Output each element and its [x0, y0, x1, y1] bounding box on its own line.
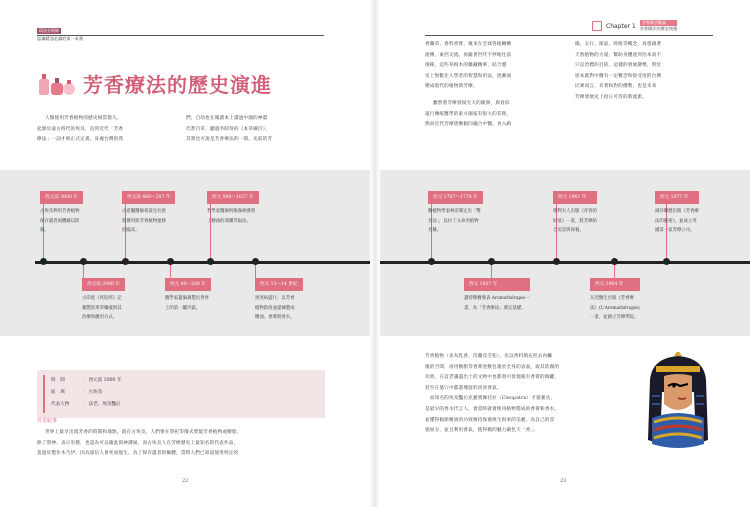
far-right-intro-line: 民眾而言，有著和對的優勢，也是未來 [575, 84, 657, 90]
timeline-text: 哲學家醫師阿維森納發明 [207, 209, 256, 214]
right-bottom-line: 是最早的香水代言人，會當時就會使用植物製成的香膏和香水， [425, 406, 560, 412]
right-bottom-line: 貌加分，並且利用香氣，使得她的魅力錦色天「香」。 [425, 428, 538, 434]
right-intro-line: 推移，這些草根木的藥藏精華，結合歷 [425, 63, 507, 69]
info-row: 區 域 ｜ 古埃及 [51, 387, 122, 399]
timeline-dot [611, 258, 618, 265]
timeline-text: 上的第一罐冷霜。 [165, 305, 201, 311]
section-title-group [37, 69, 272, 98]
timeline-text: 法的藝術》，並成立英 [655, 218, 697, 224]
timeline-dot [40, 258, 47, 265]
timeline-text: 滴莎蘭德出版《芳香療 [655, 209, 699, 214]
timeline-label: 西元前 460～287 年 [122, 191, 175, 204]
left-header [37, 17, 83, 42]
mid-intro-line: 們，自幼也在閱讀本上讀過中國的神農 [186, 116, 268, 121]
info-row: 時 間 ｜ 西元前 3000 年 [51, 375, 122, 387]
timeline-text: 名法」，以拉丁文命名植物 [428, 218, 479, 224]
left-intro-line: 療法」一詞才被正式定義。身處台灣的我 [37, 137, 124, 143]
timeline-text: 蓋特佛賽發表 Aromathérapie一 [464, 296, 530, 301]
timeline-entry-bottom [82, 278, 125, 323]
timeline-text: 了精油的蒸餾萃取法。 [207, 218, 251, 224]
right-bottom-line: 甚至在墓穴中都還殘留的淡淡香氣。 [425, 385, 502, 391]
page-number-left: 22 [182, 478, 189, 484]
info-value: 法老、埃及豔后 [88, 402, 121, 407]
right-intro-line: 變成現代的植物與芳療。 [425, 84, 478, 90]
info-box [37, 370, 325, 418]
timeline-entry-bottom [165, 278, 211, 313]
timeline-entry-top [655, 191, 699, 236]
timeline-text: 載豐富果草藥液與其 [82, 305, 122, 311]
right-header [592, 20, 677, 32]
timeline-text: 治療和應用方式。 [82, 315, 118, 320]
timeline-text: 古希臘醫師希波克拉底 [122, 209, 166, 214]
timeline-entry-bottom [464, 278, 530, 313]
timeline-entry-top [428, 191, 483, 236]
timeline-text: 法》(L'Aromathérapie) [590, 305, 640, 311]
info-box-bar [43, 375, 45, 413]
right-bottom-line: 後的空間，再用樹脂等香膏塗敷包裹於全身的表面，取其防腐的 [425, 364, 560, 370]
timeline-label: 西元 1961 年 [553, 191, 597, 204]
timeline-text: 黑死病盛行，以芳香 [255, 296, 295, 301]
timeline-text: 摩利夫人出版《青春的 [553, 209, 597, 214]
timeline-dot [80, 258, 87, 265]
page-number-right: 23 [560, 478, 567, 484]
far-right-intro-line: 原本就對中醫有一定概念和接受度的台灣 [575, 73, 662, 79]
right-intro-line: 遠行傳統醫學的東方國家有很大的差距， [425, 111, 512, 117]
timeline-text: 書，為「芳香療法」奠定基礎。 [464, 305, 526, 311]
chapter-label: Chapter 1 [606, 22, 636, 30]
left-header-tag: 精油芳療師 [39, 28, 59, 33]
mid-intro-line: 氏嘗百草、聽過李時珍的《本草綱目》， [186, 126, 270, 132]
timeline-entry-bottom [255, 278, 303, 323]
timeline-label: 西元前 3000 年 [40, 191, 83, 204]
timeline-entry-bottom [590, 278, 640, 323]
timeline-label: 西元 13～14 世紀 [255, 278, 303, 291]
timeline-label: 西元 40～200 年 [165, 278, 211, 291]
far-right-intro-line: 陽、五行、節氣、經絡等概念，再憑藉著 [575, 42, 662, 47]
timeline-text: 腐。 [40, 228, 49, 233]
info-key: 代表人物 [51, 402, 70, 407]
timeline-label: 西元 1937 年 [464, 278, 530, 291]
far-right-intro-line: 天然植物的力量，幫助身體達到治本而不 [575, 52, 662, 58]
right-bottom-text [425, 352, 635, 437]
left-intro-line: 起源於遠古時代的埃及，直到近代「芳香 [37, 126, 124, 132]
right-bottom-line: 芳香植物（多為乳香、沒藥及雪松），先以香料填充控去內臟 [425, 354, 553, 359]
left-bottom-line: 世界上最早出現芳香的時期和地點，就在古埃及。人們會在祭祀等儀式焚燒芳香植物或樹脂， [45, 430, 242, 435]
timeline-entry-top [207, 191, 259, 226]
info-row: 代表人物 ｜ 法老、埃及豔后 [51, 399, 122, 411]
perfume-bottles-icon [37, 71, 77, 97]
left-bottom-line: 除了祭神、表示崇敬，也認為可以藉此與神溝通。而古埃及人在芳療歷史上最知名的代表作品， [37, 440, 239, 446]
timeline-dot [167, 258, 174, 265]
info-value: 古埃及 [88, 390, 103, 395]
timeline-entry-top [553, 191, 597, 236]
timeline-dot [207, 258, 214, 265]
timeline-text: 合美容與保養。 [553, 228, 584, 233]
right-intro-line: 史上無數先人學者的智慧和用法，逐漸演 [425, 73, 512, 79]
timeline-axis [35, 261, 750, 264]
right-bottom-line: 而知名的埃及豔后克麗奧佩托拉（Cleopatra）才貌兼具， [425, 396, 556, 402]
right-header-subtitle: 芳香療法的歷史演進 [639, 26, 678, 31]
right-bottom-line: 功效，在這老讓盡出土的文物中也都發可發現販有香膏的陶罐， [425, 375, 560, 381]
far-right-intro [575, 40, 715, 104]
timeline-text: 國第一家芳療公司。 [655, 228, 695, 233]
timeline-label: 西元 980～1037 年 [207, 191, 259, 204]
right-intro-line: 雖然將芳療發揚光大的歐洲，與看似 [433, 100, 510, 106]
fragrance-heading: 芳香紀事 [37, 418, 58, 424]
right-intro-line: 香藥草、香料香膏，後來在全球各地輾轉 [425, 42, 512, 47]
right-header-rule [425, 35, 713, 36]
timeline-text: 植物防疫並提煉製成 [255, 305, 295, 311]
timeline-text: 古印度《吠陀經》記 [82, 296, 122, 301]
right-bottom-line: 並懂得傾節精油的功效維持保養與生俱來的美麗，為自己的容 [425, 417, 555, 423]
timeline-text: 於臨床。 [122, 228, 140, 233]
timeline-dot [252, 258, 259, 265]
left-bottom-text [37, 428, 327, 460]
info-key: 區 域 [51, 390, 65, 395]
egyptian-queen-illustration [638, 352, 716, 462]
timeline-text: 瓦涅醫生出版《芳香療 [590, 296, 634, 301]
left-header-subtitle: 認識精油必讀的第一本書 [37, 36, 84, 41]
timeline-dot [553, 258, 560, 265]
page-gutter [370, 0, 380, 507]
right-intro-line: 流傳，東西交流。再隨著世代不停地往前 [425, 52, 512, 58]
right-header-tag: 芳香療法概論 [640, 20, 678, 26]
timeline-dot [428, 258, 435, 265]
info-value: 西元前 3000 年 [88, 378, 122, 383]
timeline-text: 動植物學家林奈制定出「雙 [428, 209, 481, 214]
timeline-text: 古埃及利用芳香植物 [40, 209, 80, 214]
chapter-icon [592, 21, 602, 31]
timeline-text: 將薰用與芳香植物運務 [122, 218, 166, 224]
left-bottom-line: 莫過於製作木乃伊。因為深信人會死而復生，為了保存遺者的軀體，當時人們已知道使用特定的 [37, 451, 239, 457]
right-intro-line: 然而近代芳療逐漸傾向融合中醫、食入路 [425, 122, 512, 128]
section-title: 芳香療法的歷史演進 [83, 73, 272, 97]
timeline-text: 財富》一書，將芳療結 [553, 218, 597, 224]
info-key: 時 間 [51, 378, 65, 383]
timeline-label: 西元 1707～1778 年 [428, 191, 483, 204]
timeline-dot [122, 258, 129, 265]
timeline-label: 西元 1977 年 [655, 191, 699, 204]
timeline-entry-top [122, 191, 175, 236]
timeline-text: 醫學家蓋倫調製出世界 [165, 296, 209, 301]
far-right-intro-line: 芳療發展史上指日可待的新流派。 [575, 94, 647, 100]
mid-intro [186, 114, 326, 146]
timeline-label: 西元 1964 年 [590, 278, 640, 291]
timeline-text: 名稱。 [428, 228, 442, 233]
left-header-rule [37, 35, 324, 36]
mid-intro-line: 其實也可說是芳香療法的一環。史前的芳 [186, 137, 273, 143]
timeline-dot [663, 258, 670, 265]
timeline-text: 一書，並創立芳療學院。 [590, 315, 639, 320]
timeline-text: 保存遺者屍體藉以防 [40, 218, 80, 224]
left-intro-line: 人類使用芳香植物的歷史相當悠久， [45, 116, 122, 121]
timeline-text: 精油、香膏與香水。 [255, 315, 295, 320]
timeline-label: 西元前 2000 年 [82, 278, 125, 291]
far-right-intro-line: 只是治標的目的，這樣的發展趨勢，對於 [575, 63, 662, 69]
left-intro [37, 114, 177, 146]
timeline-dot [488, 258, 495, 265]
right-intro [425, 40, 565, 131]
timeline-entry-top [40, 191, 83, 236]
